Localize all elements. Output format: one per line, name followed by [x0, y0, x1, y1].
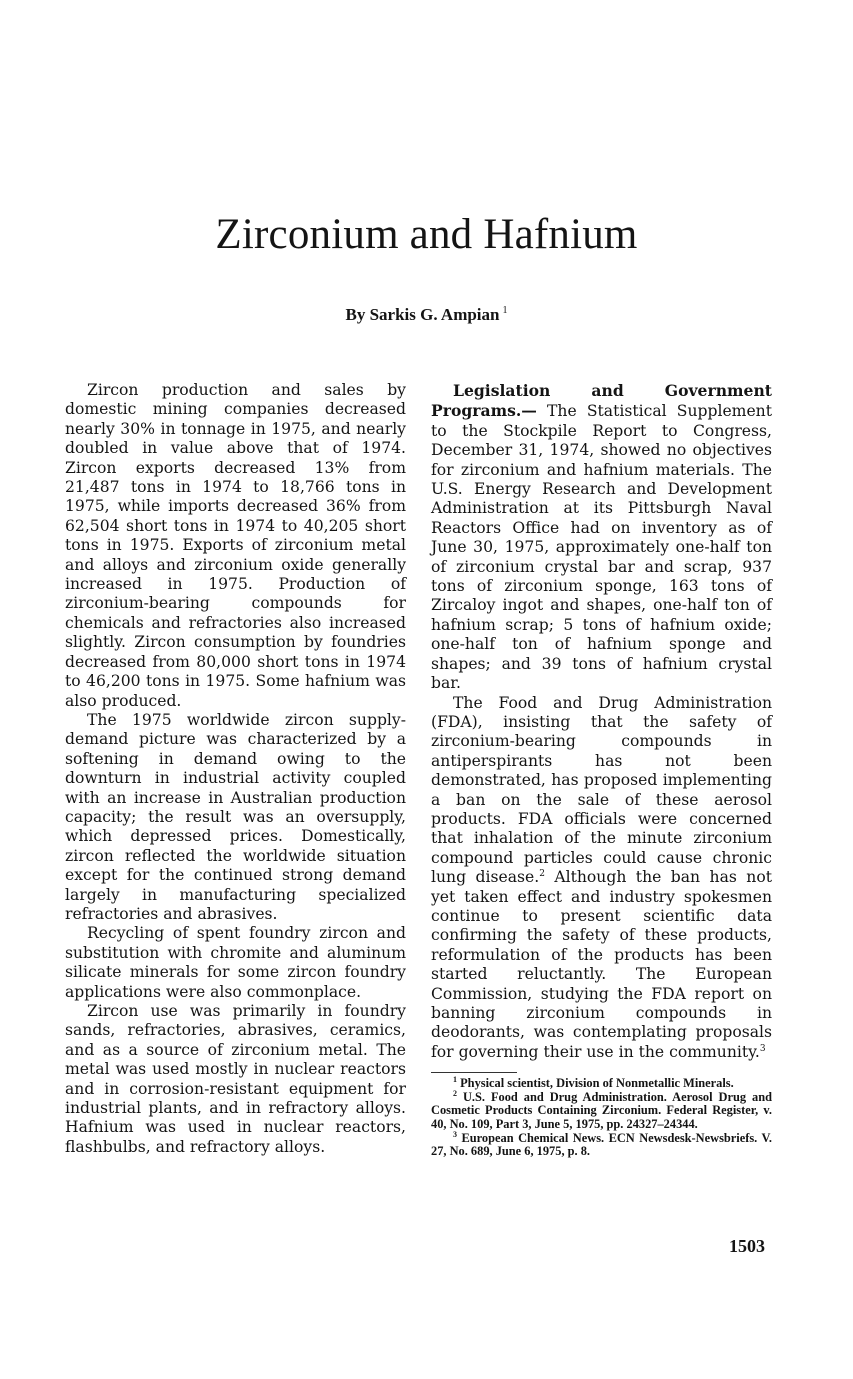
- paragraph-supply-demand: The 1975 worldwide zircon supply-demand picture was characterized by a softening in demand owing to the downturn in industrial activity coupled with an increase in Australian production capacity; the result was an oversupply, which depressed prices. Domestically, zircon reflected the worldwide situation except for the continued strong demand largely in manufacturing specialized refractories and abrasives.: [65, 710, 406, 923]
- fda-text-part2: Although the ban has not yet taken effect and industry spokesmen continue to present scientific data confirming the safety of these products, reformulation of the products has been started reluctantly. The European Commission, studying the FDA report on banning zirconium compounds in deodorants, was contemplating proposals for governing their use in the community.: [431, 868, 773, 1061]
- footnote-ref-2: 2: [539, 868, 545, 879]
- right-column: [431, 381, 772, 1159]
- paragraph-fda: [431, 694, 772, 1063]
- footnote-3: [431, 1129, 772, 1159]
- section-heading: Legislation and Government Programs.—: [431, 381, 772, 421]
- paragraph-production: Zircon production and sales by domestic mining companies decreased nearly 30% in tonnage in 1975, and nearly doubled in value above that of 1974. Zircon exports decreased 13% from 21,487 tons in 1974 to 18,766 tons in 1975, while imports decreased 36% from 62,504 short tons in 1974 to 40,205 short tons in 1975. Exports of zirconium metal and alloys and zirconium oxide generally increased in 1975. Production of zirconium-bearing compounds for chemicals and refractories also increased slightly. Zircon consumption by foundries decreased from 80,000 short tons in 1974 to 46,200 tons in 1975. Some hafnium was also produced.: [65, 381, 406, 710]
- footnote-2: [431, 1088, 772, 1132]
- footnote-divider: [431, 1072, 517, 1073]
- paragraph-legislation: [431, 381, 772, 694]
- page-title: Zirconium and Hafnium: [215, 211, 638, 258]
- footnote-number: 2: [453, 1088, 457, 1098]
- fda-text-part1: The Food and Drug Administration (FDA), insisting that the safety of zirconium-bearing compounds in antiperspirants has not been demonstrated, has proposed implementing a ban on the sale of these aerosol products. FDA officials were concerned that inhalation of the minute zirconium compound particles could cause chronic lung disease.: [431, 693, 772, 887]
- author-name: By Sarkis G. Ampian: [345, 305, 500, 324]
- footnote-text: U.S. Food and Drug Administration. Aerosol Drug and Cosmetic Products Containing Zirconium. Federal Register, v. 40, No. 109, Part 3, June 5, 1975, pp. 24327–24344.: [431, 1089, 772, 1131]
- footnote-number: 1: [453, 1075, 457, 1085]
- paragraph-uses: Zircon use was primarily in foundry sands, refractories, abrasives, ceramics, and as a source of zirconium metal. The metal was used mostly in nuclear reactors and in corrosion-resistant equipment for industrial plants, and in refractory alloys. Hafnium was used in nuclear reactors, flashbulbs, and refractory alloys.: [65, 1002, 406, 1156]
- footnote-text: European Chemical News. ECN Newsdesk-Newsbriefs. V. 27, No. 689, June 6, 1975, p. 8.: [431, 1130, 772, 1159]
- author-byline: [0, 305, 853, 325]
- left-column: [65, 381, 406, 1157]
- page-number: 1503: [729, 1236, 765, 1256]
- paragraph-recycling: Recycling of spent foundry zircon and substitution with chromite and aluminum silicate minerals for some zircon foundry applications were also commonplace.: [65, 924, 406, 1001]
- footnote-1: [431, 1077, 772, 1091]
- footnote-ref-3: 3: [759, 1043, 766, 1054]
- footnote-number: 3: [453, 1129, 457, 1139]
- legislation-text: The Statistical Supplement to the Stockpile Report to Congress, December 31, 1974, showed no objectives for zirconium and hafnium materials. The U.S. Energy Research and Development Administration at its Pittsburgh Naval Reactors Office had on inventory as of June 30, 1975, approximately one-half ton of zirconium crystal bar and scrap, 937 tons of zirconium sponge, 163 tons of Zircaloy ingot and shapes, one-half ton of hafnium scrap; 5 tons of hafnium oxide; one-half ton of hafnium sponge and shapes; and 39 tons of hafnium crystal bar.: [431, 402, 772, 693]
- footnote-text: Physical scientist, Division of Nonmetallic Minerals.: [460, 1076, 734, 1091]
- byline-footnote-marker: 1: [502, 305, 508, 317]
